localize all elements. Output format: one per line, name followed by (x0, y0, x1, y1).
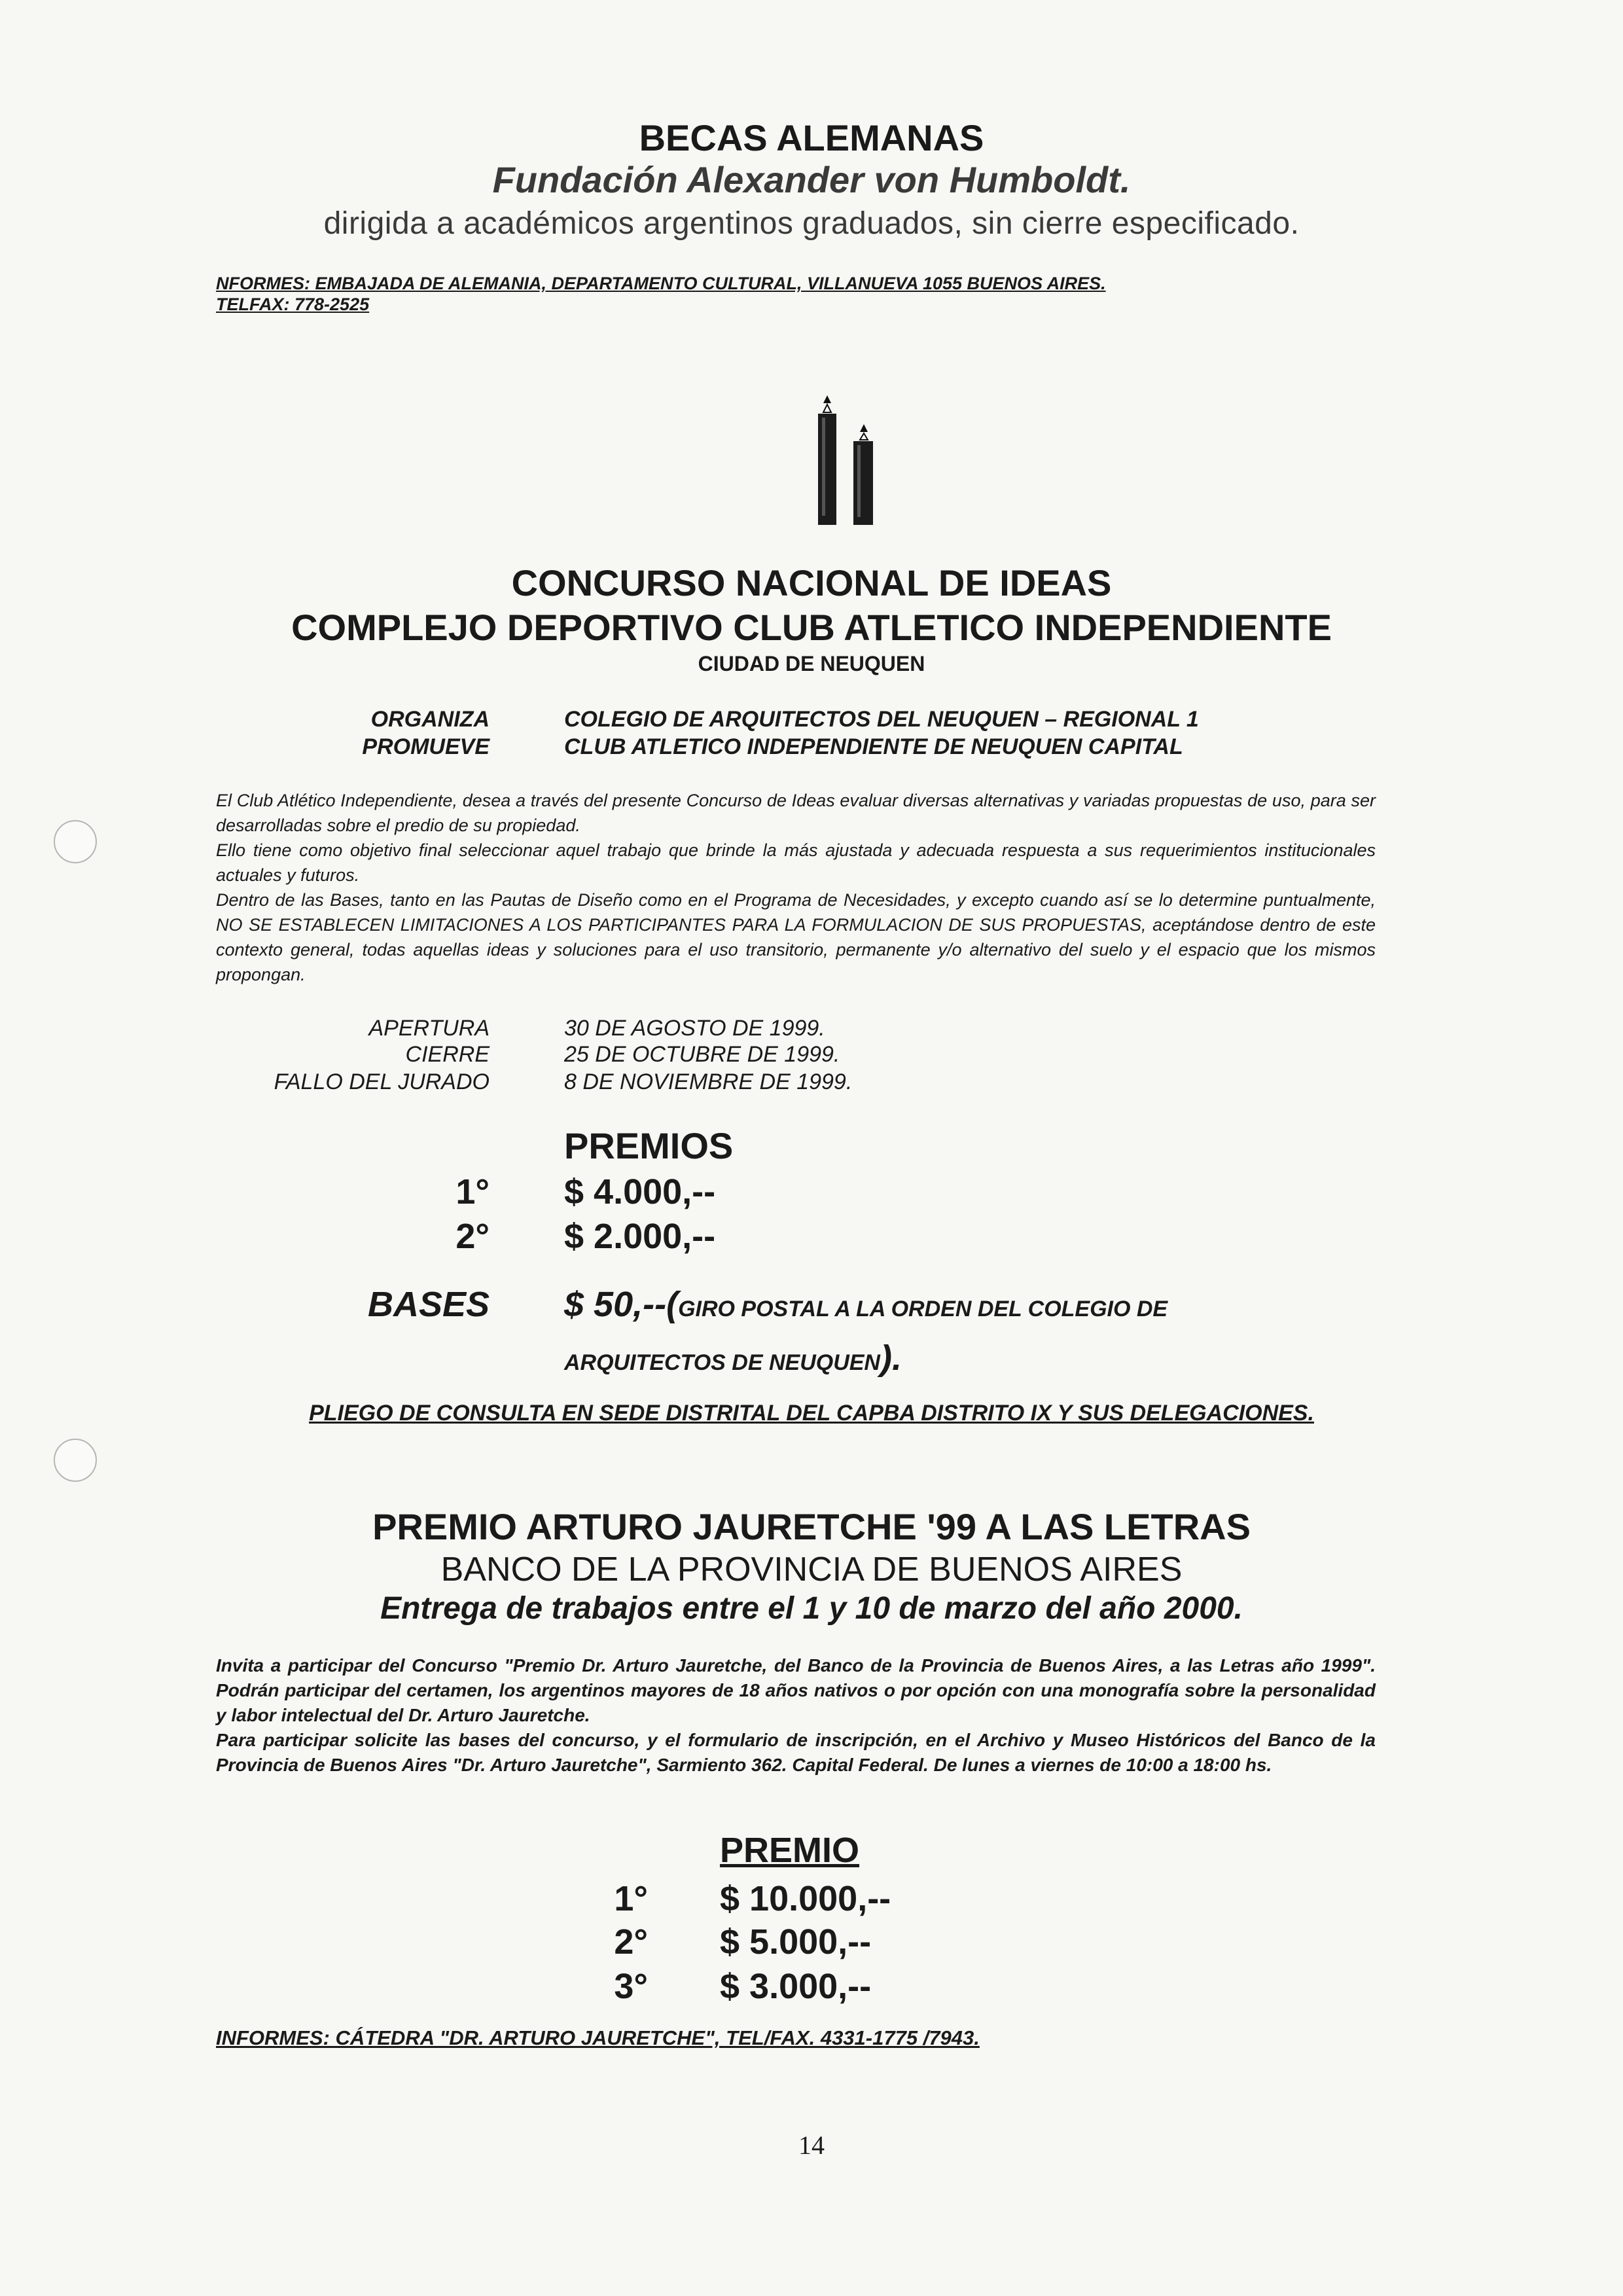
concurso-paragraph3: Dentro de las Bases, tanto en las Pautas de Diseño como en el Programa de Necesidades, y excepto cuando así se lo determine puntualmente, NO SE ESTABLECEN LIMITACIONES A LOS PARTICIPANTES PARA LA FORMULACION DE SUS PROPUESTAS, aceptándose dentro de este contexto general, todas aquellas ideas y soluciones para el uso transitorio, permanente y/o alternativo del suelo y el espacio que los mismos propongan. (216, 890, 1376, 984)
jauretche-prize-amount-2: $ 5.000,-- (720, 1922, 872, 1962)
binder-hole-bottom (54, 1439, 97, 1482)
jauretche-description (216, 1653, 1376, 1778)
organiza-value: COLEGIO DE ARQUITECTOS DEL NEUQUEN – REGIONAL 1 (564, 707, 1199, 732)
bases-close: ). (880, 1338, 902, 1378)
jauretche-title: PREMIO ARTURO JAURETCHE '99 A LAS LETRAS (372, 1506, 1251, 1547)
date-label-apertura: APERTURA (368, 1016, 490, 1041)
organiza-label: ORGANIZA (370, 707, 490, 732)
prize-place-1: 1° (455, 1172, 490, 1211)
becas-description: dirigida a académicos argentinos graduados, sin cierre especificado. (323, 206, 1300, 241)
date-label-fallo: FALLO DEL JURADO (274, 1069, 490, 1094)
jauretche-prize-amount-3: $ 3.000,-- (720, 1967, 872, 2006)
prize-place-2: 2° (455, 1217, 490, 1256)
premios-title: PREMIOS (564, 1125, 734, 1166)
jauretche-prize-place-1: 1° (614, 1879, 648, 1918)
prize-amount-2: $ 2.000,-- (564, 1217, 716, 1256)
bases-amount: $ 50,--( (564, 1285, 679, 1324)
concurso-paragraph1: El Club Atlético Independiente, desea a través del presente Concurso de Ideas evaluar diversas alternativas y variadas propuestas de uso, para ser desarrolladas sobre el predio de su propiedad. (216, 791, 1376, 835)
concurso-title2: COMPLEJO DEPORTIVO CLUB ATLETICO INDEPENDIENTE (291, 607, 1332, 648)
date-label-cierre: CIERRE (405, 1042, 490, 1067)
date-value-cierre: 25 DE OCTUBRE DE 1999. (564, 1042, 840, 1067)
concurso-title3: CIUDAD DE NEUQUEN (698, 652, 925, 675)
jauretche-prize-place-2: 2° (614, 1922, 648, 1962)
date-value-apertura: 30 DE AGOSTO DE 1999. (564, 1016, 825, 1041)
becas-info-line2: TELFAX: 778-2525 (216, 295, 370, 314)
binder-hole-top (54, 820, 97, 863)
date-value-fallo: 8 DE NOVIEMBRE DE 1999. (564, 1069, 853, 1094)
bases-value (564, 1284, 1168, 1325)
concurso-title1: CONCURSO NACIONAL DE IDEAS (511, 562, 1112, 603)
promueve-value: CLUB ATLETICO INDEPENDIENTE DE NEUQUEN CAPITAL (564, 734, 1183, 759)
promueve-label: PROMUEVE (362, 734, 490, 759)
bases-note1: GIRO POSTAL A LA ORDEN DEL COLEGIO DE (678, 1297, 1168, 1321)
jauretche-paragraph2: Para participar solicite las bases del concurso, y el formulario de inscripción, en el Archivo y Museo Históricos del Banco de la Provincia de Buenos Aires "Dr. Arturo Jauretche", Sarmiento 362. Capital Federal. De lunes a viernes de 10:00 a 18:00 hs. (216, 1730, 1376, 1775)
concurso-description (216, 788, 1376, 987)
jauretche-prize-amount-1: $ 10.000,-- (720, 1879, 891, 1918)
becas-title: BECAS ALEMANAS (639, 117, 984, 158)
jauretche-premio-title: PREMIO (720, 1831, 860, 1870)
jauretche-subtitle: BANCO DE LA PROVINCIA DE BUENOS AIRES (440, 1551, 1183, 1588)
bases-note-line2 (564, 1338, 902, 1378)
becas-subtitle: Fundación Alexander von Humboldt. (492, 159, 1131, 200)
jauretche-informes: INFORMES: CÁTEDRA "DR. ARTURO JAURETCHE", TEL/FAX. 4331-1775 /7943. (216, 2026, 980, 2049)
becas-info-line1: NFORMES: EMBAJADA DE ALEMANIA, DEPARTAMENTO CULTURAL, VILLANUEVA 1055 BUENOS AIRES. (216, 274, 1106, 293)
jauretche-entrega: Entrega de trabajos entre el 1 y 10 de marzo del año 2000. (380, 1591, 1243, 1626)
pencils-logo-icon (809, 393, 887, 530)
page-number: 14 (798, 2130, 825, 2160)
concurso-paragraph2: Ello tiene como objetivo final seleccionar aquel trabajo que brinde la más ajustada y adecuada respuesta a sus requerimientos institucionales actuales y futuros. (216, 840, 1376, 885)
bases-note2: ARQUITECTOS DE NEUQUEN (564, 1350, 880, 1375)
jauretche-paragraph1: Invita a participar del Concurso "Premio Dr. Arturo Jauretche, del Banco de la Provincia de Buenos Aires, a las Letras año 1999". Podrán participar del certamen, los argentinos mayores de 18 años nativos o por opción con una monografía sobre la personalidad y labor intelectual del Dr. Arturo Jauretche. (216, 1655, 1376, 1725)
pliego-notice: PLIEGO DE CONSULTA EN SEDE DISTRITAL DEL CAPBA DISTRITO IX Y SUS DELEGACIONES. (309, 1401, 1314, 1426)
bases-label: BASES (367, 1285, 490, 1324)
prize-amount-1: $ 4.000,-- (564, 1172, 716, 1211)
jauretche-prize-place-3: 3° (614, 1967, 648, 2006)
